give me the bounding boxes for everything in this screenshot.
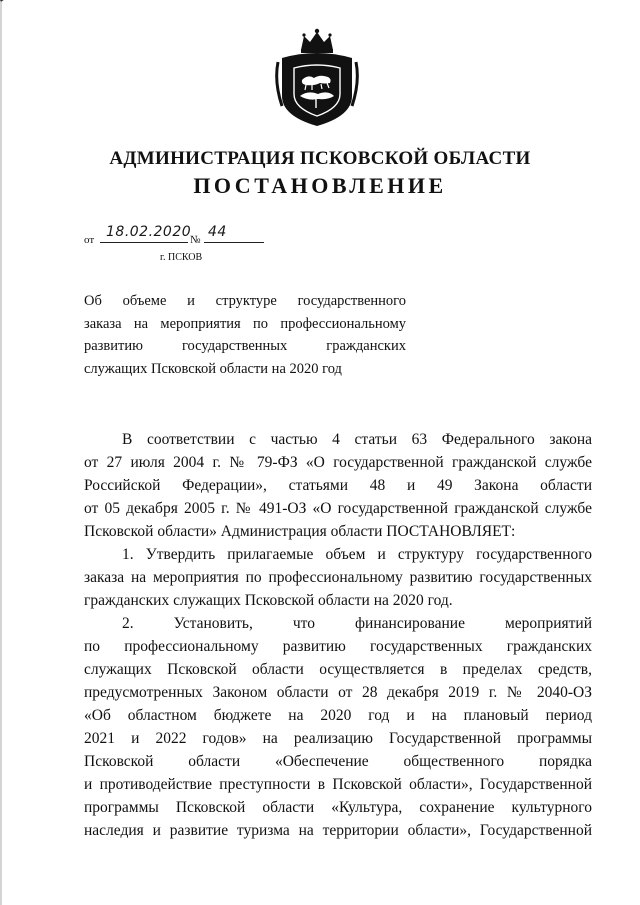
body-line: гражданских служащих Псковской области на 2020 год. — [84, 592, 453, 609]
subject-line: служащих Псковской области на 2020 год — [84, 360, 342, 377]
body-line: предусмотренных Законом области от 28 декабря 2019 г. № 2040-ОЗ — [84, 684, 592, 701]
subject-line: Об объеме и структуре государственного — [84, 293, 406, 309]
pskov-coat-of-arms-icon — [274, 28, 360, 128]
body-line: Псковской области» Администрация области ПОСТАНОВЛЯЕТ: — [84, 523, 516, 540]
document-subject — [84, 290, 406, 380]
organization-title: АДМИНИСТРАЦИЯ ПСКОВСКОЙ ОБЛАСТИ — [109, 148, 531, 169]
body-line: Российской Федерации», статьями 48 и 49 Закона области — [84, 477, 592, 494]
number-label: № — [190, 234, 201, 246]
body-line: и противодействие преступности в Псковской области», Государственной — [84, 776, 592, 793]
document-type-title: ПОСТАНОВЛЕНИЕ — [193, 173, 447, 198]
subject-line: развитию государственных гражданских — [84, 338, 406, 354]
body-line: программы Псковской области «Культура, сохранение культурного — [84, 799, 592, 816]
body-line: Псковской области «Обеспечение общественного порядка — [84, 753, 592, 770]
body-line: 2. Установить, что финансирование мероприятий — [122, 615, 592, 632]
handwritten-date: 18.02.2020 — [106, 224, 192, 240]
scan-edge-line — [0, 0, 2, 905]
body-line: заказа на мероприятия по профессиональному развитию государственных — [84, 569, 592, 586]
body-line: В соответствии с частью 4 статьи 63 Федерального закона — [122, 431, 592, 448]
document-body — [84, 428, 592, 842]
body-line: 2021 и 2022 годов» на реализацию Государственной программы — [84, 730, 592, 747]
document-meta — [84, 224, 284, 250]
scan-corner-mark — [0, 0, 16, 2]
body-line: от 27 июля 2004 г. № 79-ФЗ «О государственной гражданской службе — [84, 454, 592, 471]
body-line: служащих Псковской области осуществляется в пределах средств, — [84, 661, 592, 678]
body-line: от 05 декабря 2005 г. № 491-ОЗ «О государственной гражданской службе — [84, 500, 592, 517]
subject-line: заказа на мероприятия по профессиональному — [84, 315, 406, 332]
date-underline — [100, 242, 188, 243]
city-label: г. ПСКОВ — [160, 252, 203, 263]
body-line: «Об областном бюджете на 2020 год и на плановый период — [84, 707, 592, 724]
body-line: 1. Утвердить прилагаемые объем и структуру государственного — [122, 546, 592, 563]
body-line: по профессиональному развитию государственных гражданских — [84, 638, 592, 655]
number-underline — [204, 242, 264, 243]
handwritten-number: 44 — [208, 224, 227, 240]
body-line: наследия и развитие туризма на территории области», Государственной — [84, 822, 592, 839]
date-label: от — [84, 234, 95, 246]
